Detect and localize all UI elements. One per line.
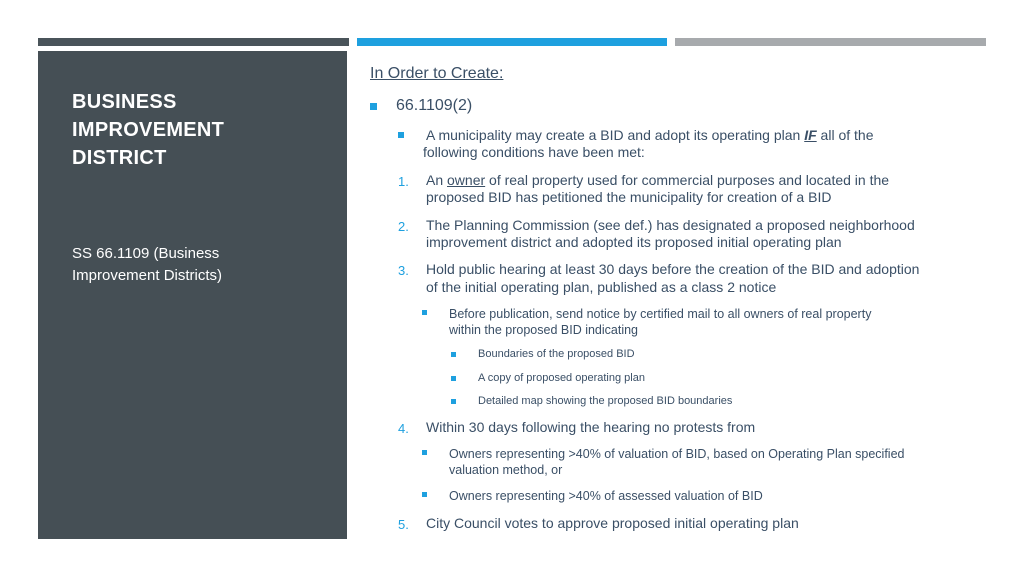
bullet-square-icon xyxy=(422,310,427,315)
bullet-square-icon xyxy=(398,132,404,138)
item-number: 3. xyxy=(398,263,409,278)
item-4-sub-2-line-1: Owners representing >40% of assessed valuation of BID xyxy=(449,489,763,503)
bullet-square-icon xyxy=(370,103,377,110)
intro-line-2: following conditions have been met: xyxy=(423,144,645,160)
bullet-square-icon xyxy=(451,352,456,357)
item-1-line-2: proposed BID has petitioned the municipality for creation of a BID xyxy=(426,189,832,205)
slide-title xyxy=(72,88,332,172)
item-text: An xyxy=(426,172,448,188)
item-3-sub-line-2: within the proposed BID indicating xyxy=(449,323,639,337)
list-item: Boundaries of the proposed BID xyxy=(478,348,635,360)
item-3-line-2: of the initial operating plan, published as a class 2 notice xyxy=(426,279,777,295)
item-number: 2. xyxy=(398,219,409,234)
item-3-sub-line-1: Before publication, send notice by certified mail to all owners of real property xyxy=(449,307,872,321)
item-4-sub-1-line-2: valuation method, or xyxy=(449,463,563,477)
intro-line-1 xyxy=(426,127,874,144)
item-number: 4. xyxy=(398,421,409,436)
list-item: Detailed map showing the proposed BID boundaries xyxy=(478,395,733,407)
intro-text: A municipality may create a BID and adopt its operating plan xyxy=(426,127,805,143)
statute-reference: 66.1109(2) xyxy=(396,97,473,114)
bullet-square-icon xyxy=(451,376,456,381)
slide-subtitle xyxy=(72,243,332,287)
top-accent-bar-dark xyxy=(38,38,349,46)
item-2-line-1: The Planning Commission (see def.) has designated a proposed neighborhood xyxy=(426,217,915,233)
item-number: 5. xyxy=(398,517,409,532)
item-5-line-1: City Council votes to approve proposed initial operating plan xyxy=(426,515,799,531)
bullet-square-icon xyxy=(422,450,427,455)
item-4-sub-1-line-1: Owners representing >40% of valuation of BID, based on Operating Plan specified xyxy=(449,447,905,461)
item-3-line-1: Hold public hearing at least 30 days before the creation of the BID and adoption xyxy=(426,261,920,277)
intro-text: all of the xyxy=(816,127,874,143)
item-4-line-1: Within 30 days following the hearing no protests from xyxy=(426,419,756,435)
title-panel xyxy=(38,51,347,539)
item-underlined-term: owner xyxy=(447,172,486,188)
list-item: A copy of proposed operating plan xyxy=(478,372,645,384)
section-heading: In Order to Create: xyxy=(370,65,504,82)
title-line: IMPROVEMENT xyxy=(72,119,225,141)
top-accent-bar-gray xyxy=(675,38,986,46)
bullet-square-icon xyxy=(451,399,456,404)
subtitle-line: Improvement Districts) xyxy=(72,267,223,284)
title-line: BUSINESS xyxy=(72,91,177,113)
bullet-square-icon xyxy=(422,492,427,497)
top-accent-bar-blue xyxy=(357,38,667,46)
item-text: of real property used for commercial purposes and located in the xyxy=(485,172,890,188)
subtitle-line: SS 66.1109 (Business xyxy=(72,245,220,262)
item-2-line-2: improvement district and adopted its proposed initial operating plan xyxy=(426,234,842,250)
intro-emphasis: IF xyxy=(804,127,817,143)
item-1-line-1 xyxy=(426,172,889,189)
title-line: DISTRICT xyxy=(72,147,167,169)
item-number: 1. xyxy=(398,174,409,189)
